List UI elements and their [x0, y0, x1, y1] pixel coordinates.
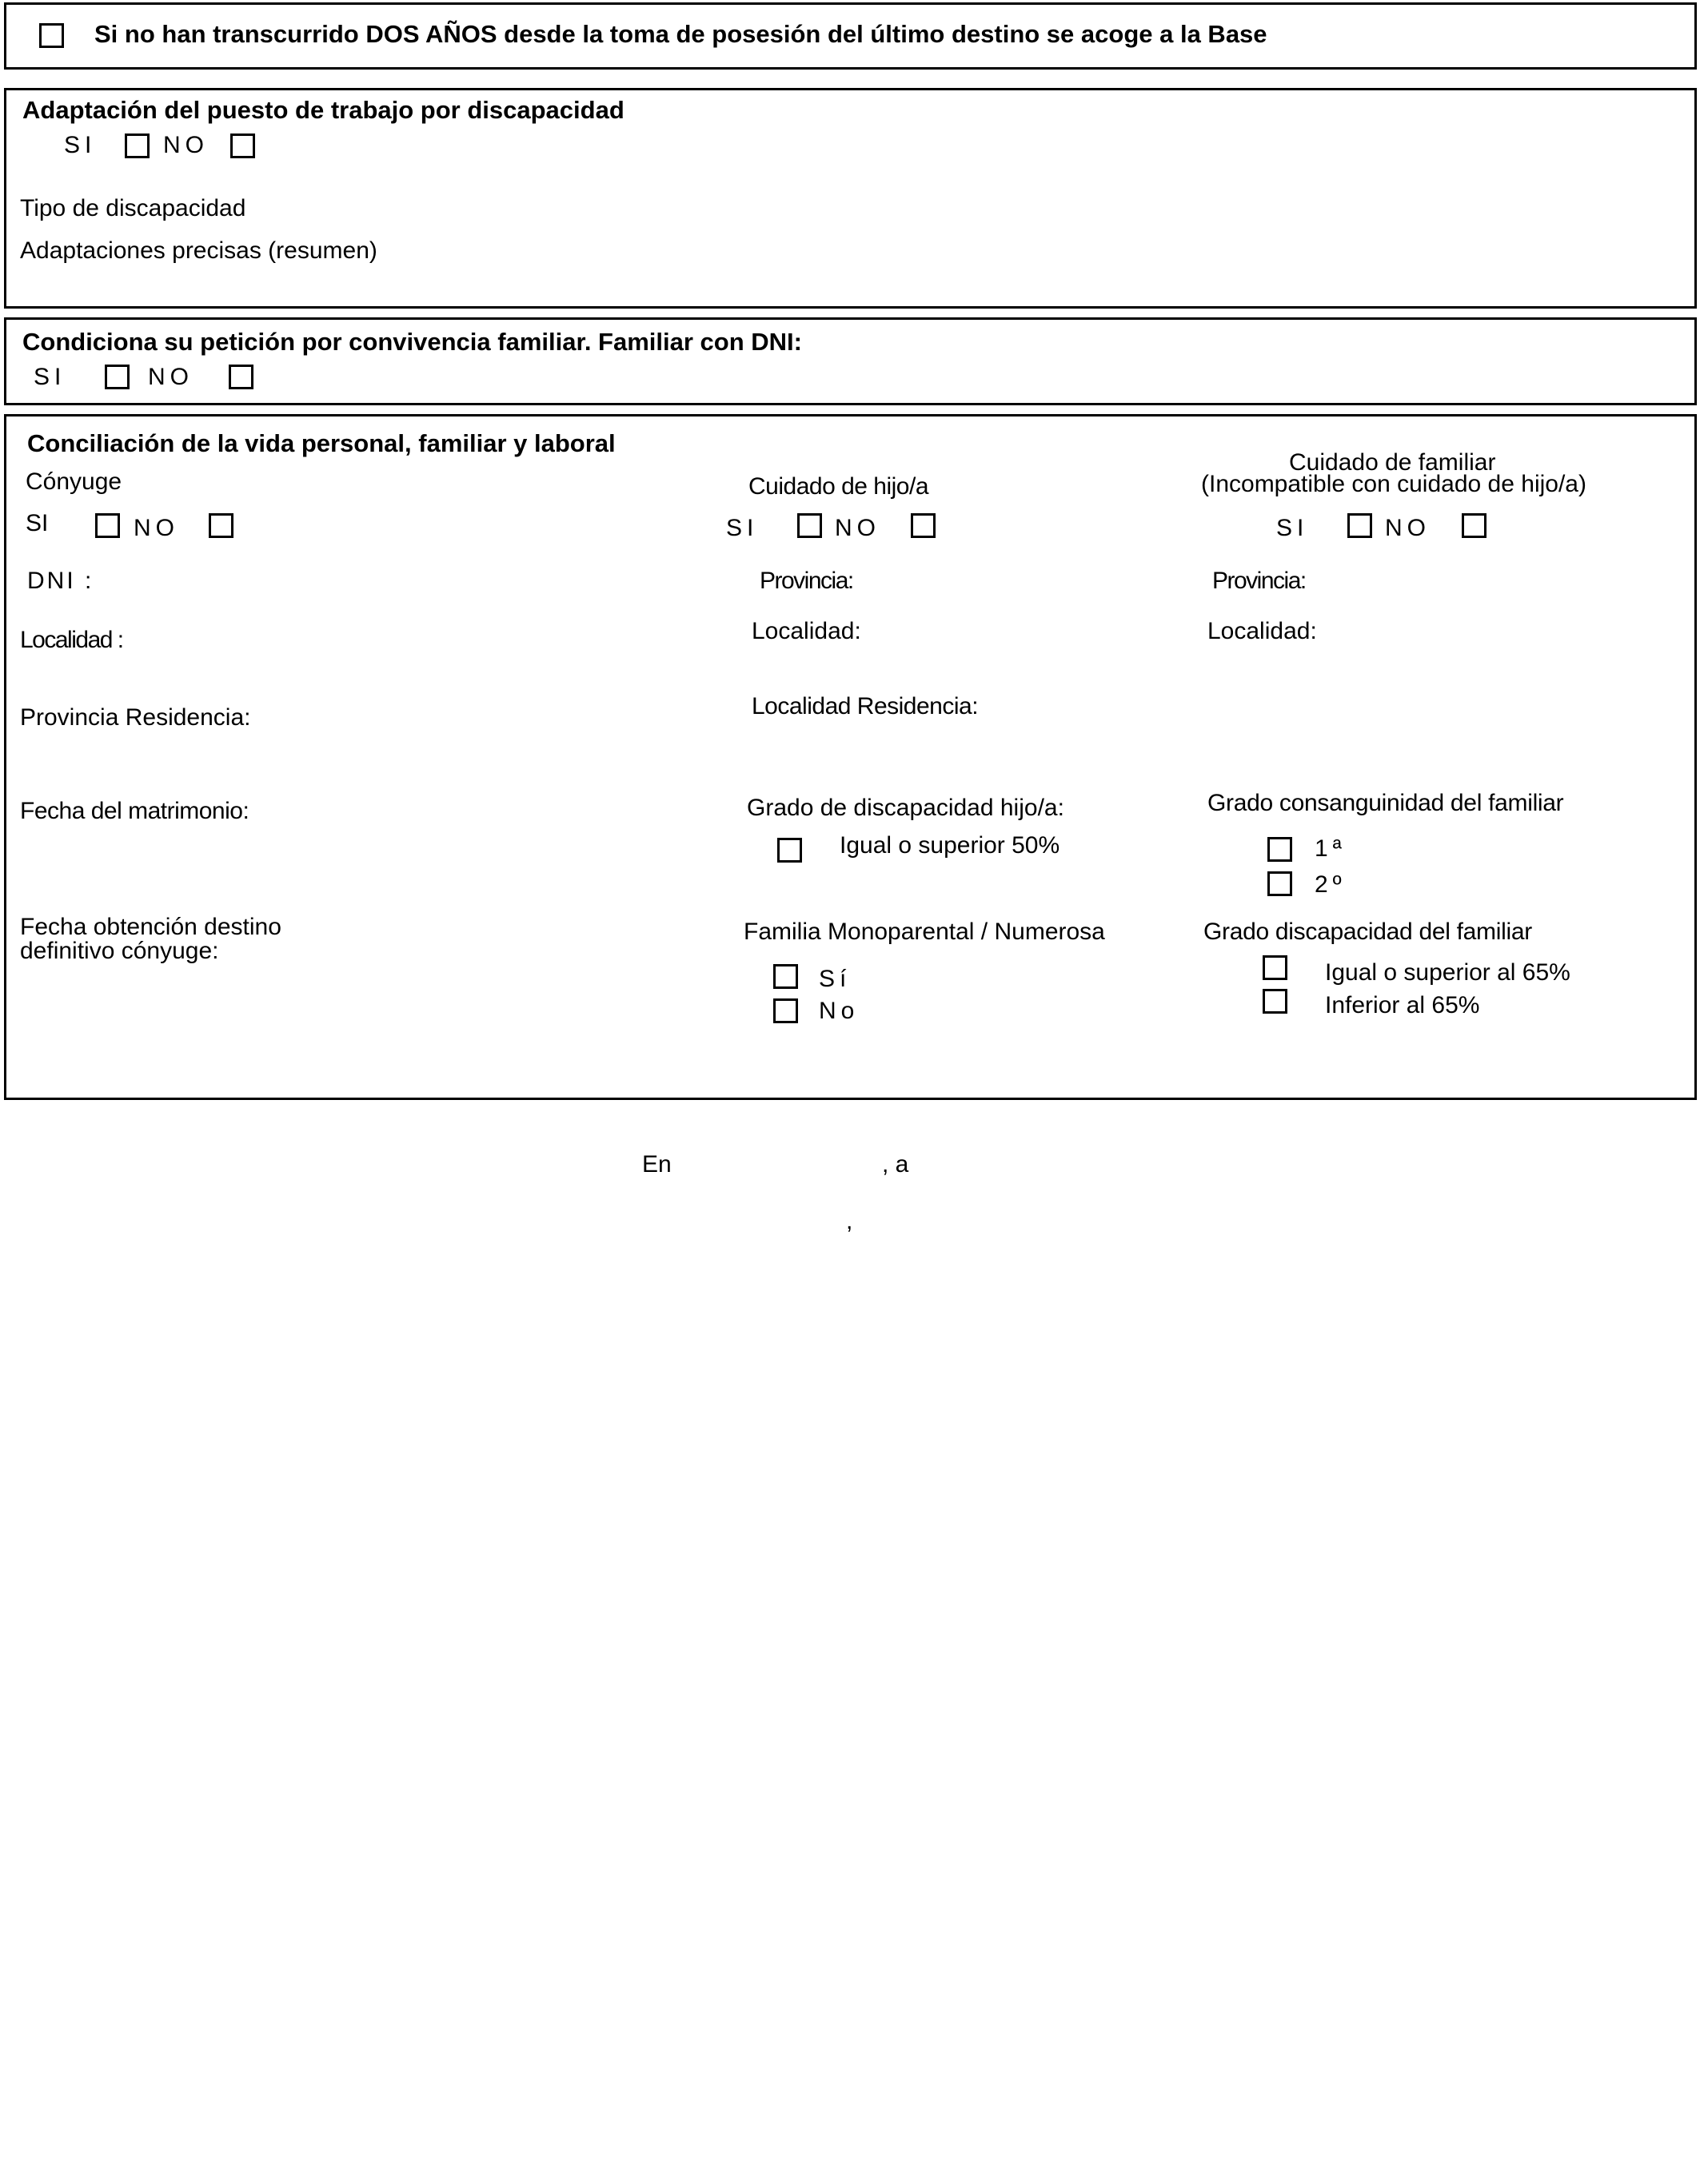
spouse-destination-date-label-2: definitivo cónyuge:	[20, 938, 219, 964]
degree-1-label: 1ª	[1315, 835, 1347, 862]
spouse-destination-date-label-1: Fecha obtención destino	[20, 914, 281, 940]
spouse-marriage-date-label: Fecha del matrimonio:	[20, 798, 249, 824]
family-disability-high-checkbox[interactable]	[1263, 955, 1287, 980]
child-care-yes-checkbox[interactable]	[797, 513, 822, 538]
spouse-header: Cónyuge	[26, 468, 122, 495]
family-care-province-label: Provincia:	[1212, 568, 1306, 594]
child-care-no-label: NO	[835, 515, 880, 541]
adaptation-title: Adaptación del puesto de trabajo por discapacidad	[22, 96, 625, 124]
family-yes-label: Sí	[819, 966, 852, 992]
family-care-no-label: NO	[1385, 515, 1431, 541]
spouse-yes-label: SI	[26, 510, 49, 536]
child-care-locality-label: Localidad:	[752, 618, 861, 644]
adaptations-label: Adaptaciones precisas (resumen)	[20, 237, 377, 264]
family-care-yes-label: SI	[1276, 515, 1309, 541]
family-yes-checkbox[interactable]	[773, 964, 798, 989]
adaptation-yes-checkbox[interactable]	[125, 134, 150, 158]
degree-2-label: 2º	[1315, 871, 1347, 898]
family-type-label: Familia Monoparental / Numerosa	[744, 919, 1105, 945]
signature-place-prefix: En	[642, 1151, 672, 1178]
family-care-no-checkbox[interactable]	[1462, 513, 1487, 538]
spouse-yes-checkbox[interactable]	[95, 513, 120, 538]
family-no-checkbox[interactable]	[773, 998, 798, 1023]
adaptation-no-checkbox[interactable]	[230, 134, 255, 158]
child-care-locality-residence-label: Localidad Residencia:	[752, 693, 979, 719]
child-disability-degree-label: Grado de discapacidad hijo/a:	[747, 795, 1064, 821]
signature-comma: ,	[846, 1208, 853, 1234]
adaptation-no-label: NO	[163, 132, 209, 158]
cohabitation-title: Condiciona su petición por convivencia familiar. Familiar con DNI:	[22, 328, 802, 356]
family-no-label: No	[819, 998, 860, 1024]
spouse-locality-label: Localidad :	[20, 627, 123, 653]
spouse-no-label: NO	[134, 515, 179, 541]
cohabitation-no-label: NO	[148, 364, 194, 390]
child-disability-option: Igual o superior 50%	[840, 832, 1060, 859]
signature-date-prefix: , a	[882, 1151, 909, 1178]
family-disability-high-label: Igual o superior al 65%	[1325, 959, 1570, 986]
family-care-header-2: (Incompatible con cuidado de hijo/a)	[1201, 471, 1586, 497]
child-care-header: Cuidado de hijo/a	[748, 473, 929, 500]
consanguinity-label: Grado consanguinidad del familiar	[1207, 790, 1564, 816]
spouse-no-checkbox[interactable]	[209, 513, 233, 538]
degree-2-checkbox[interactable]	[1267, 871, 1292, 896]
adaptation-yes-label: SI	[64, 132, 97, 158]
child-disability-checkbox[interactable]	[777, 838, 802, 863]
child-care-province-label: Provincia:	[760, 568, 853, 594]
two-years-checkbox[interactable]	[39, 23, 64, 48]
disability-type-label: Tipo de discapacidad	[20, 195, 246, 221]
conciliation-title: Conciliación de la vida personal, familiar y laboral	[27, 429, 616, 457]
degree-1-checkbox[interactable]	[1267, 837, 1292, 862]
child-care-no-checkbox[interactable]	[911, 513, 936, 538]
cohabitation-no-checkbox[interactable]	[229, 365, 253, 389]
family-care-yes-checkbox[interactable]	[1347, 513, 1372, 538]
spouse-province-residence-label: Provincia Residencia:	[20, 704, 251, 731]
cohabitation-yes-label: SI	[34, 364, 66, 390]
family-disability-low-label: Inferior al 65%	[1325, 992, 1480, 1018]
two-years-text: Si no han transcurrido DOS AÑOS desde la toma de posesión del último destino se acoge a la Base	[94, 20, 1267, 48]
spouse-dni-label: DNI :	[27, 568, 94, 594]
family-disability-low-checkbox[interactable]	[1263, 989, 1287, 1014]
cohabitation-yes-checkbox[interactable]	[105, 365, 130, 389]
child-care-yes-label: SI	[726, 515, 759, 541]
family-care-header-1: Cuidado de familiar	[1289, 449, 1496, 476]
family-care-locality-label: Localidad:	[1207, 618, 1317, 644]
family-disability-label: Grado discapacidad del familiar	[1203, 919, 1532, 945]
